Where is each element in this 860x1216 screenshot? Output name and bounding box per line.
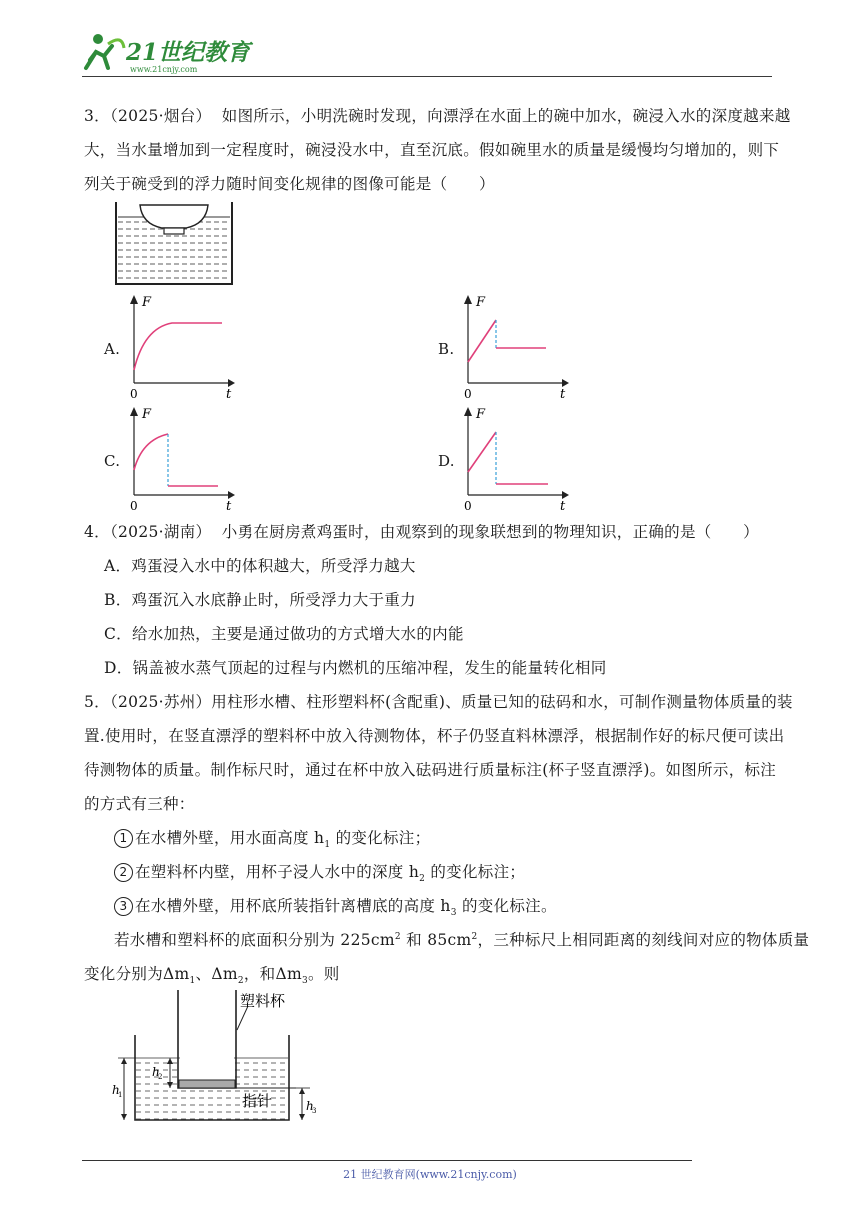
q3-line2: 大，当水量增加到一定程度时，碗浸没水中，直至沉底。假如碗里水的质量是缓慢均匀增加的，则下 bbox=[84, 141, 780, 159]
q4-number: 4． bbox=[84, 523, 110, 541]
bowl-in-water-figure bbox=[110, 198, 240, 288]
q5-line4: 的方式有三种： bbox=[84, 795, 195, 813]
svg-text:3: 3 bbox=[312, 1107, 317, 1115]
q4-option-b[interactable]: B．鸡蛋沉入水底静止时，所受浮力大于重力 bbox=[104, 591, 416, 609]
header-divider bbox=[82, 76, 772, 77]
graph-b[interactable] bbox=[456, 290, 576, 400]
curve-c-rise bbox=[134, 434, 168, 470]
q4-option-a[interactable]: A．鸡蛋浸入水中的体积越大，所受浮力越大 bbox=[104, 557, 416, 575]
tank-cup-figure bbox=[100, 990, 340, 1130]
axis-x-label: t bbox=[226, 387, 232, 400]
svg-text:h: h bbox=[152, 1065, 160, 1079]
svg-text:t: t bbox=[226, 499, 232, 512]
graph-c[interactable] bbox=[122, 402, 242, 512]
svg-text:t: t bbox=[560, 499, 566, 512]
q5-number: 5． bbox=[84, 693, 110, 711]
svg-text:F: F bbox=[142, 407, 152, 422]
plastic-cup bbox=[178, 990, 236, 1088]
graph-d[interactable] bbox=[456, 402, 576, 512]
q5-item-3: 3 在水槽外壁，用杯底所装指针离槽底的高度 $h_3$ 的变化标注。 bbox=[114, 894, 557, 918]
curve-d-rise bbox=[468, 432, 496, 472]
curve-b-rise bbox=[468, 320, 496, 362]
option-c-label[interactable]: C. bbox=[104, 452, 121, 470]
bowl-base bbox=[164, 228, 184, 234]
runner-icon bbox=[86, 34, 124, 68]
pointer-label: 指针 bbox=[242, 1092, 273, 1110]
curve-a bbox=[134, 323, 222, 370]
svg-text:0: 0 bbox=[464, 499, 472, 512]
q3-stem-1: 如图所示，小明洗碗时发现，向漂浮在水面上的碗中加水，碗浸入水的深度越来越 bbox=[221, 107, 791, 125]
graph-a[interactable] bbox=[122, 290, 242, 400]
q3-source: （2025·烟台） bbox=[109, 107, 212, 125]
svg-text:2: 2 bbox=[158, 1073, 163, 1081]
q3-line1 bbox=[84, 104, 791, 126]
svg-text:1: 1 bbox=[118, 1091, 123, 1099]
q5-para2-line2: 变化分别为$\Delta m_1$、$\Delta m_2$，和$\Delta m_3$。则 bbox=[84, 965, 340, 987]
q5-stem-1: 用柱形水槽、柱形塑料杯(含配重)、质量已知的砝码和水，可制作测量物体质量的装 bbox=[211, 693, 793, 711]
svg-text:h: h bbox=[306, 1099, 314, 1113]
q5-item-1: 1 在水槽外壁，用水面高度 $h_1$ 的变化标注； bbox=[114, 826, 430, 850]
svg-text:0: 0 bbox=[464, 387, 472, 400]
circled-number-2: 2 bbox=[114, 863, 133, 882]
q5-source: （2025·苏州） bbox=[109, 693, 212, 711]
q5-para2-line1: 若水槽和塑料杯的底面积分别为 $225cm^2$ 和 $85cm^2$，三种标尺上相同距离的刻线间对应的物体质量 bbox=[114, 931, 810, 949]
q3-number: 3． bbox=[84, 107, 110, 125]
svg-text:F: F bbox=[476, 407, 486, 422]
svg-text:t: t bbox=[560, 387, 566, 400]
q4-source: （2025·湖南） bbox=[109, 523, 212, 541]
logo-url: www.21cnjy.com bbox=[130, 65, 198, 74]
footer-divider bbox=[82, 1160, 692, 1161]
svg-text:0: 0 bbox=[130, 499, 138, 512]
q4-stem bbox=[84, 520, 759, 542]
origin-label: 0 bbox=[130, 387, 138, 400]
q5-line2: 置.使用时，在竖直漂浮的塑料杯中放入待测物体，杯子仍竖直料林漂浮，根据制作好的标尺便可读出 bbox=[84, 727, 785, 745]
circled-number-3: 3 bbox=[114, 897, 133, 916]
q3-line3: 列关于碗受到的浮力随时间变化规律的图像可能是（ ） bbox=[84, 175, 495, 193]
svg-text:h: h bbox=[112, 1083, 120, 1097]
logo-text: 21世纪教育 bbox=[126, 39, 251, 66]
q5-line3: 待测物体的质量。制作标尺时，通过在杯中放入砝码进行质量标注(杯子竖直漂浮)。如图所示，标注 bbox=[84, 761, 777, 779]
q5-item-2: 2 在塑料杯内壁，用杯子浸人水中的深度 $h_2$ 的变化标注； bbox=[114, 860, 525, 884]
option-d-label[interactable]: D. bbox=[438, 452, 455, 470]
option-a-label[interactable]: A. bbox=[104, 340, 121, 358]
axis-y-label: F bbox=[142, 295, 152, 310]
cup-label: 塑料杯 bbox=[240, 992, 286, 1010]
svg-text:F: F bbox=[476, 295, 486, 310]
circled-number-1: 1 bbox=[114, 829, 133, 848]
option-b-label[interactable]: B. bbox=[438, 340, 455, 358]
q4-option-c[interactable]: C．给水加热，主要是通过做功的方式增大水的内能 bbox=[104, 625, 464, 643]
footer-text: 21 世纪教育网(www.21cnjy.com) bbox=[343, 1168, 517, 1181]
site-logo bbox=[78, 30, 258, 76]
q5-line1 bbox=[84, 690, 793, 712]
q4-stem-text: 小勇在厨房煮鸡蛋时，由观察到的现象联想到的物理知识，正确的是（ ） bbox=[221, 523, 759, 541]
cup-weight bbox=[179, 1080, 235, 1088]
q4-option-d[interactable]: D．锅盖被水蒸气顶起的过程与内燃机的压缩冲程，发生的能量转化相同 bbox=[104, 659, 607, 677]
